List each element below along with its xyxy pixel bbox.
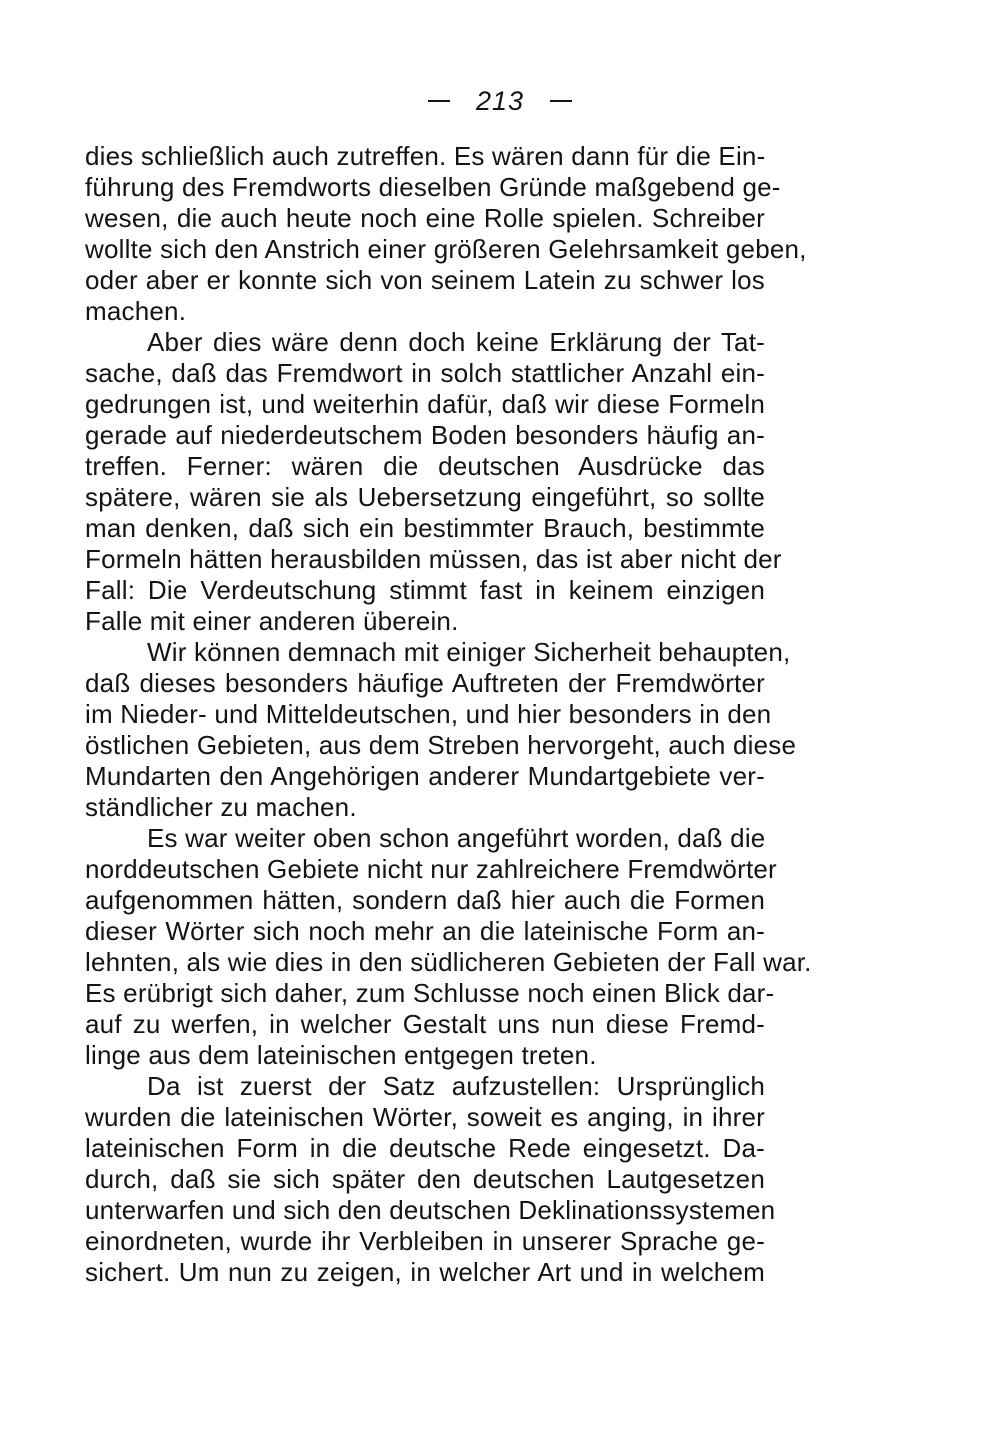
text-line: lateinischen Form in die deutsche Rede eingesetzt. Da- [85, 1133, 765, 1163]
paragraph [85, 823, 812, 1071]
text-line: Wir können demnach mit einiger Sicherheit behaupten, [147, 637, 791, 667]
text-line: im Nieder- und Mitteldeutschen, und hier besonders in den [85, 699, 772, 729]
text-line: gerade auf niederdeutschem Boden besonders häufig an- [85, 420, 765, 450]
text-line: sache, daß das Fremdwort in solch stattlicher Anzahl ein- [85, 358, 765, 388]
text-line: ständlicher zu machen. [85, 792, 357, 822]
text-line: aufgenommen hätten, sondern daß hier auch die Formen [85, 885, 765, 915]
text-line: führung des Fremdworts dieselben Gründe maßgebend ge- [85, 172, 781, 202]
text-line: durch, daß sie sich später den deutschen Lautgesetzen [85, 1164, 765, 1194]
text-line: Mundarten den Angehörigen anderer Mundartgebiete ver- [85, 761, 765, 791]
text-line: auf zu werfen, in welcher Gestalt uns nun diese Fremd- [85, 1009, 765, 1039]
page-number [0, 86, 1000, 117]
text-line: sichert. Um nun zu zeigen, in welcher Art und in welchem [85, 1257, 765, 1287]
text-line: einordneten, wurde ihr Verbleiben in unserer Sprache ge- [85, 1226, 765, 1256]
paragraph [85, 141, 807, 327]
text-line: daß dieses besonders häufige Auftreten der Fremdwörter [85, 668, 765, 698]
text-line: Aber dies wäre denn doch keine Erklärung der Tat- [147, 327, 765, 357]
paragraph [85, 637, 797, 823]
text-line: oder aber er konnte sich von seinem Latein zu schwer los [85, 265, 765, 295]
text-line: unterwarfen und sich den deutschen Deklinationssystemen [85, 1195, 776, 1225]
text-line: spätere, wären sie als Uebersetzung eingeführt, so sollte [85, 482, 765, 512]
text-line: Fall: Die Verdeutschung stimmt fast in keinem einzigen [85, 575, 765, 605]
text-line: Formeln hätten herausbilden müssen, das ist aber nicht der [85, 544, 782, 574]
body-text [85, 141, 812, 1288]
page-number-dash-left [428, 100, 450, 102]
text-line: Falle mit einer anderen überein. [85, 606, 459, 636]
text-line: linge aus dem lateinischen entgegen treten. [85, 1040, 597, 1070]
page-number-dash-right [550, 100, 572, 102]
paragraph [85, 1071, 776, 1288]
text-line: dieser Wörter sich noch mehr an die lateinische Form an- [85, 916, 765, 946]
text-line: wesen, die auch heute noch eine Rolle spielen. Schreiber [85, 203, 765, 233]
text-line: gedrungen ist, und weiterhin dafür, daß wir diese Formeln [85, 389, 765, 419]
paragraph [85, 327, 782, 637]
text-line: östlichen Gebieten, aus dem Streben hervorgeht, auch diese [85, 730, 797, 760]
text-line: treffen. Ferner: wären die deutschen Ausdrücke das [85, 451, 765, 481]
text-line: wollte sich den Anstrich einer größeren Gelehrsamkeit geben, [85, 234, 807, 264]
text-line: Es erübrigt sich daher, zum Schlusse noch einen Blick dar- [85, 978, 775, 1008]
text-line: Es war weiter oben schon angeführt worden, daß die [147, 823, 766, 853]
page-number-text: 213 [475, 86, 525, 116]
text-line: dies schließlich auch zutreffen. Es wären dann für die Ein- [85, 141, 766, 171]
text-line: wurden die lateinischen Wörter, soweit es anging, in ihrer [85, 1102, 765, 1132]
text-line: lehnten, als wie dies in den südlicheren Gebieten der Fall war. [85, 947, 812, 977]
text-line: Da ist zuerst der Satz aufzustellen: Ursprünglich [147, 1071, 765, 1101]
text-line: norddeutschen Gebiete nicht nur zahlreichere Fremdwörter [85, 854, 777, 884]
text-line: man denken, daß sich ein bestimmter Brauch, bestimmte [85, 513, 765, 543]
text-line: machen. [85, 296, 187, 326]
